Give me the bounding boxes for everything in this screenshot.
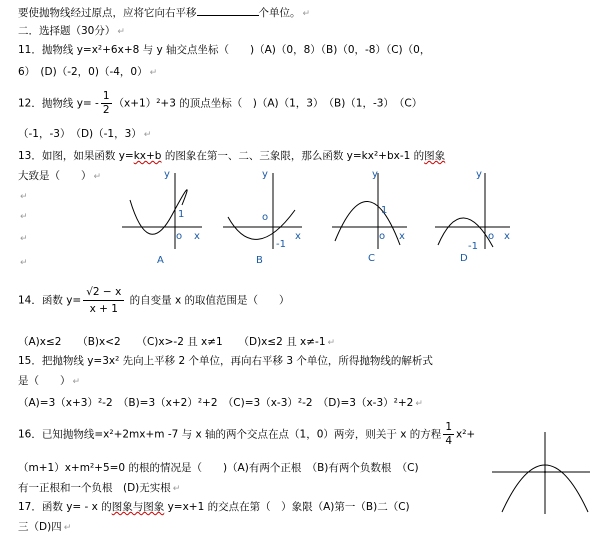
question-13-line-2: [18, 169, 101, 184]
graph-b-label: B: [256, 255, 263, 265]
q12-numerator: 1: [102, 90, 110, 102]
question-16-line-1: [18, 421, 475, 448]
q14-numerator: √2 − x: [83, 284, 124, 301]
q12-denominator: 2: [102, 104, 110, 116]
q16-text-3: 有一正根和一个负根 (D)无实根: [18, 482, 171, 494]
question-12-line-2: [18, 127, 151, 142]
graph-c-one-label: 1: [381, 205, 388, 216]
line-1-text: 要使抛物线经过原点，应将它向右平移: [18, 7, 197, 19]
q13-text-mid: 的图象在第一、二、三象限，那么函数 y=kx²+bx-1 的: [161, 150, 425, 162]
graph-c-curve: [335, 201, 400, 245]
graph-a-label: A: [157, 255, 164, 265]
q16-parabola-figure: [488, 428, 594, 518]
graph-a-y-label: y: [164, 169, 170, 180]
graph-a-one-label: 1: [178, 209, 185, 220]
q15-text-1: 15．把抛物线 y=3x² 先向上平移 2 个单位，再向右平移 3 个单位，所得抛物线的解析式: [18, 355, 433, 367]
return-mark-icon: ↵: [72, 377, 81, 387]
graph-b-y-label: y: [262, 169, 268, 180]
q16-numerator: 1: [445, 421, 452, 433]
return-mark-icon: ↵: [302, 9, 311, 19]
graph-d-label: D: [460, 253, 468, 264]
graph-a-origin-label: o: [176, 231, 183, 242]
q17-text-post: y=x+1 的交点在第（ ）象限（A)第一（B)二（C): [164, 501, 410, 513]
q12-text-pre: 12．抛物线 y= -: [18, 97, 99, 110]
q11-text-1: 11．抛物线 y=x²+6x+8 与 y 轴交点坐标（ )（A)（0，8）（B)（0，-8）（C)（0，: [18, 44, 431, 56]
q14-options: （A)x≤2 （B)x<2 （C)x>-2 且 x≠1 （D)x≤2 且 x≠-1: [18, 336, 326, 348]
q17-text-2: 三（D)四: [18, 521, 62, 533]
question-16-line-2: [18, 461, 419, 475]
q16-text-pre: 16．已知抛物线=x²+2mx+m -7 与 x 轴的两个交点在点（1，0）两旁，则关于 x 的方程: [18, 428, 442, 441]
q13-text-pre: 13．如图，如果函数 y=: [18, 150, 134, 162]
q15-text-2: 是（ ）: [18, 375, 71, 387]
line-1-tail: 个单位。: [258, 7, 301, 19]
return-mark-icon: ↵: [117, 27, 125, 37]
q13-option-graphs: [110, 165, 530, 265]
section-heading-text: 二．选择题（30分）: [18, 25, 116, 37]
return-mark-icon: ↵: [172, 484, 181, 494]
q14-text-post: 的自变量 x 的取值范围是（ ）: [126, 294, 290, 307]
q13-text-tail: 图象: [424, 150, 446, 162]
q11-text-2: 6） (D)（-2，0)（-4，0）: [18, 66, 148, 78]
q12-text-post: （x+1）²+3 的顶点坐标（ )（A)（1，3） （B)（1，-3） （C）: [113, 97, 423, 110]
graph-d-origin-label: o: [488, 231, 495, 242]
return-mark-icon: ↵: [149, 68, 158, 78]
q13-text-2: 大致是（ ）: [18, 170, 92, 182]
line-1: [18, 5, 310, 21]
graph-c-label: C: [368, 253, 375, 264]
graph-d-x-label: x: [504, 231, 510, 242]
return-mark-icon: ↵: [143, 130, 152, 140]
q14-fraction: [83, 284, 124, 317]
return-mark-icon: ↵: [20, 192, 28, 202]
question-15-line-3: [18, 396, 423, 411]
graph-b-minus-one-label: -1: [276, 239, 286, 250]
graph-b-x-label: x: [295, 231, 301, 242]
question-11-line-1: [18, 43, 430, 57]
parabola-origin-dot: [544, 471, 546, 473]
section-heading: [18, 24, 125, 39]
question-17-line-1: [18, 500, 410, 514]
q17-underlined-text: 图象与图象: [111, 501, 165, 513]
q16-denominator: 4: [445, 435, 452, 447]
q12-fraction: [101, 90, 112, 117]
graph-c-x-label: x: [399, 231, 405, 242]
return-mark-icon: ↵: [93, 172, 102, 182]
return-mark-icon: ↵: [63, 523, 72, 533]
graph-c-origin-label: o: [379, 231, 386, 242]
return-mark-icon: ↵: [327, 338, 336, 348]
return-mark-icon: ↵: [20, 258, 28, 268]
question-15-line-1: [18, 354, 433, 368]
q14-denominator: x + 1: [89, 303, 118, 315]
question-11-line-2: [18, 65, 157, 80]
question-17-line-2: [18, 520, 71, 535]
q16-fraction: [443, 421, 454, 448]
q13-kx-text: kx+b: [133, 150, 162, 162]
graph-a-x-label: x: [194, 231, 200, 242]
question-16-line-3: [18, 481, 180, 496]
graph-b-origin-label: o: [262, 212, 269, 223]
q14-text-pre: 14．函数 y=: [18, 294, 82, 307]
question-13-line-1: [18, 149, 445, 163]
answer-blank: [197, 5, 259, 16]
q17-text-pre: 17．函数 y= - x 的: [18, 501, 112, 513]
q12-text-2: （-1，-3） （D)（-1，3）: [18, 128, 142, 140]
q16-text-2: （m+1）x+m²+5=0 的根的情况是（ )（A)有两个正根 （B)有两个负数根 （C): [18, 462, 419, 474]
return-mark-icon: ↵: [415, 399, 423, 409]
question-12-line-1: [18, 90, 422, 117]
question-14-line-1: [18, 284, 290, 317]
graph-d-minus-one-label: -1: [468, 241, 478, 252]
question-14-line-2: [18, 335, 335, 350]
graph-c-y-label: y: [372, 169, 378, 180]
q16-text-post: x²+: [456, 428, 476, 441]
question-15-line-2: [18, 374, 80, 389]
return-mark-icon: ↵: [20, 212, 28, 222]
graph-d-y-label: y: [476, 169, 482, 180]
return-mark-icon: ↵: [20, 234, 28, 244]
q15-options: （A)=3（x+3）²-2 （B)=3（x+2）²+2 （C)=3（x-3）²-2 （D)=3（x-3）²+2: [18, 397, 414, 409]
